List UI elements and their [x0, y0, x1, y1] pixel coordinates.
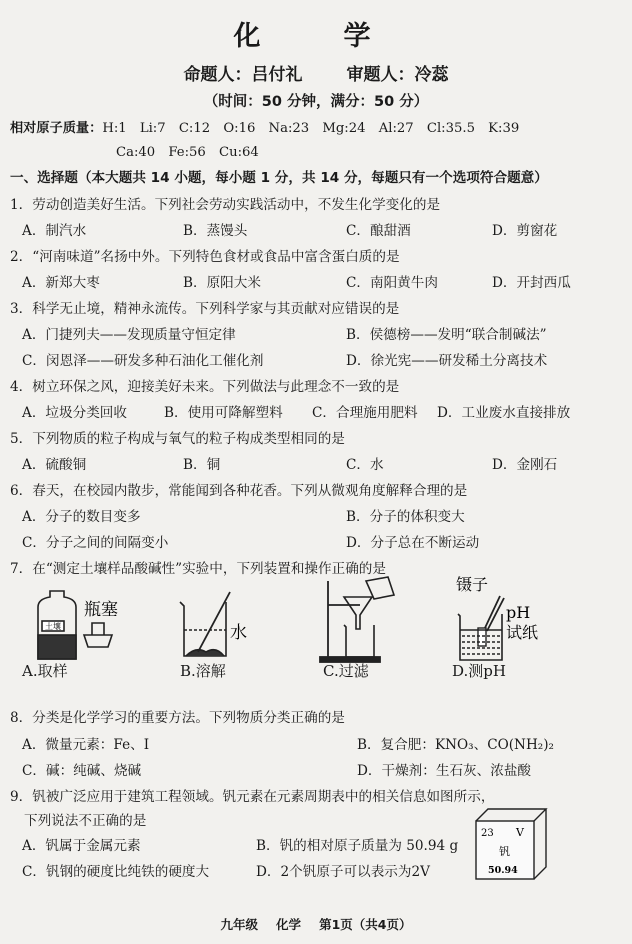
q1-option-d: D．剪窗花: [492, 223, 558, 239]
beaker-icon: [180, 602, 226, 656]
q8-option-d: D．干燥剂：生石灰、浓盐酸: [357, 763, 532, 779]
q3-option-a: A．门捷列夫——发现质量守恒定律: [22, 327, 236, 343]
q4-option-d: D．工业废水直接排放: [437, 405, 571, 421]
q9-option-a: A．钒属于金属元素: [22, 838, 141, 854]
exam-title: 化 学: [233, 21, 399, 52]
atomic-masses-line2: Ca:40 Fe:56 Cu:64: [116, 145, 259, 160]
q6-option-a: A．分子的数目变多: [22, 509, 141, 525]
q2-option-c: C．南阳黄牛肉: [346, 275, 438, 291]
element-mass: 50.94: [488, 865, 518, 876]
footer-grade: 九年级: [220, 917, 259, 932]
pouring-beaker-icon: [366, 577, 394, 599]
q8-option-b: B．复合肥：KNO₃、CO(NH₂)₂: [357, 737, 554, 753]
element-name: 钒: [499, 845, 510, 858]
q7-option-d: D.测pH: [452, 662, 506, 680]
q5-option-a: A．硫酸铜: [22, 457, 87, 473]
q7-option-c: C.过滤: [323, 662, 369, 680]
q2-option-b: B．原阳大米: [183, 275, 261, 291]
time-info: （时间：50 分钟，满分：50 分）: [203, 94, 429, 110]
q9-option-d: D．2个钒原子可以表示为2V: [256, 864, 430, 880]
q7-option-b: B.溶解: [180, 662, 226, 680]
footer-page: 第1页（共4页）: [319, 917, 412, 932]
q5-option-c: C．水: [346, 457, 384, 473]
question-3-stem: 3．科学无止境，精神永流传。下列科学家与其贡献对应错误的是: [10, 301, 400, 317]
q4-option-b: B．使用可降解塑料: [164, 405, 283, 421]
q4-option-c: C．合理施用肥料: [312, 405, 418, 421]
page-footer: [0, 915, 632, 933]
author-line: [0, 60, 632, 85]
question-6-stem: 6．春天，在校园内散步，常能闻到各种花香。下列从微观角度解释合理的是: [10, 483, 468, 499]
atomic-masses-values: H:1 Li:7 C:12 O:16 Na:23 Mg:24 Al:27 Cl:35.5 K:39: [102, 121, 520, 136]
question-2-stem: 2．“河南味道”名扬中外。下列特色食材或食品中富含蛋白质的是: [10, 249, 400, 265]
question-9-stem: 9．钒被广泛应用于建筑工程领域。钒元素在元素周期表中的相关信息如图所示，: [10, 789, 495, 805]
q9-option-c: C．钒钢的硬度比纯铁的硬度大: [22, 864, 210, 880]
tweezers-icon: [484, 596, 504, 631]
q4-option-a: A．垃圾分类回收: [22, 405, 127, 421]
q1-option-c: C．酿甜酒: [346, 223, 411, 239]
figure-7d: [440, 574, 570, 666]
bottle-stopper-icon: [84, 623, 112, 647]
q2-option-d: D．开封西瓜: [492, 275, 571, 291]
tweezers-label: 镊子: [456, 575, 489, 594]
glass-rod-icon: [198, 592, 230, 652]
funnel-icon: [344, 597, 372, 629]
q5-option-b: B．铜: [183, 457, 221, 473]
reviewer: 审题人：冷蕊: [346, 65, 449, 85]
q6-option-c: C．分子之间的间隔变小: [22, 535, 169, 551]
ph-label: pH: [506, 603, 531, 622]
soil-tag: 土壤: [45, 622, 61, 631]
figure-7c: [316, 575, 406, 665]
q1-option-b: B．蒸馒头: [183, 223, 248, 239]
q8-option-c: C．碱：纯碱、烧碱: [22, 763, 142, 779]
stopper-label: 瓶塞: [84, 600, 118, 620]
q1-option-a: A．制汽水: [22, 223, 87, 239]
element-symbol: V: [516, 826, 524, 839]
water-label: 水: [230, 623, 247, 643]
element-card: [472, 805, 552, 883]
q6-option-b: B．分子的体积变大: [346, 509, 465, 525]
question-7-stem: 7．在“测定土壤样品酸碱性”实验中，下列装置和操作正确的是: [10, 561, 386, 577]
atomic-masses-label: 相对原子质量：: [10, 121, 103, 136]
section-heading: 一、选择题（本大题共 14 小题，每小题 1 分，共 14 分，每题只有一个选项符合题意）: [10, 170, 548, 186]
question-5-stem: 5．下列物质的粒子构成与氧气的粒子构成类型相同的是: [10, 431, 345, 447]
q7-option-a: A.取样: [22, 662, 68, 680]
q5-option-d: D．金刚石: [492, 457, 558, 473]
question-8-stem: 8．分类是化学学习的重要方法。下列物质分类正确的是: [10, 710, 345, 726]
q3-option-d: D．徐光宪——研发稀土分离技术: [346, 353, 548, 369]
atomic-masses-line1: [10, 117, 519, 136]
q2-option-a: A．新郑大枣: [22, 275, 100, 291]
q9-option-b: B．钒的相对原子质量为 50.94 g: [256, 838, 459, 854]
question-1-stem: 1．劳动创造美好生活。下列社会劳动实践活动中，不发生化学变化的是: [10, 197, 441, 213]
test-paper-label: 试纸: [506, 623, 539, 642]
footer-subject: 化学: [276, 917, 302, 932]
author: 命题人：吕付礼: [183, 65, 303, 85]
question-4-stem: 4．树立环保之风，迎接美好未来。下列做法与此理念不一致的是: [10, 379, 400, 395]
q8-option-a: A．微量元素：Fe、I: [22, 737, 150, 753]
figure-7b: [172, 590, 272, 665]
q3-option-b: B．侯德榜——发明“联合制碱法”: [346, 327, 547, 343]
question-9-stem-2: 下列说法不正确的是: [24, 813, 147, 829]
q3-option-c: C．闵恩泽——研发多种石油化工催化剂: [22, 353, 264, 369]
q6-option-d: D．分子总在不断运动: [346, 535, 480, 551]
element-number: 23: [481, 828, 494, 839]
